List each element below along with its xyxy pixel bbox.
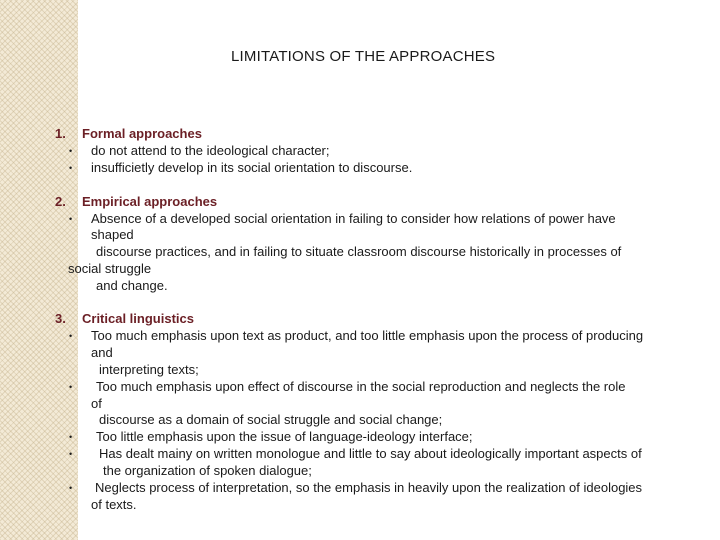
page-title: LIMITATIONS OF THE APPROACHES — [231, 48, 496, 65]
list-item-continuation: of — [91, 396, 102, 411]
list-item: do not attend to the ideological character; — [91, 143, 330, 158]
list-item-continuation: of texts. — [91, 497, 137, 512]
section-heading-formal — [55, 126, 202, 141]
section-title: Empirical approaches — [82, 194, 218, 209]
list-item-continuation: discourse as a domain of social struggle and social change; — [99, 412, 443, 427]
list-item: Absence of a developed social orientation in failing to consider how relations of power have — [91, 211, 616, 226]
bullet-icon: • — [69, 432, 73, 442]
list-item-continuation: shaped — [91, 227, 134, 242]
list-item: Has dealt mainy on written monologue and little to say about ideologically important aspects of — [99, 446, 642, 461]
section-title: Formal approaches — [82, 126, 202, 141]
list-item: Too much emphasis upon effect of discourse in the social reproduction and neglects the role — [96, 379, 626, 394]
section-number: 2. — [55, 194, 66, 209]
section-title: Critical linguistics — [82, 311, 194, 326]
section-number: 3. — [55, 311, 66, 326]
list-item-continuation: social struggle — [68, 261, 152, 276]
bullet-icon: • — [69, 331, 73, 341]
bullet-icon: • — [69, 382, 73, 392]
bullet-icon: • — [69, 214, 73, 224]
list-item-continuation: interpreting texts; — [99, 362, 199, 377]
bullet-icon: • — [69, 146, 73, 156]
list-item-continuation: the organization of spoken dialogue; — [103, 463, 312, 478]
list-item-continuation: discourse practices, and in failing to situate classroom discourse historically in processes of — [96, 244, 622, 259]
section-number: 1. — [55, 126, 66, 141]
section-heading-critical — [55, 311, 194, 326]
decorative-side-strip — [0, 0, 78, 540]
bullet-icon: • — [69, 483, 73, 493]
list-item: insufficietly develop in its social orientation to discourse. — [91, 160, 413, 175]
list-item: Neglects process of interpretation, so the emphasis in heavily upon the realization of ideologies — [95, 480, 643, 495]
bullet-icon: • — [69, 449, 73, 459]
list-item-continuation: and change. — [96, 278, 168, 293]
list-item: Too little emphasis upon the issue of language-ideology interface; — [96, 429, 473, 444]
list-item-continuation: and — [91, 345, 113, 360]
list-item: Too much emphasis upon text as product, and too little emphasis upon the process of producing — [91, 328, 644, 343]
section-heading-empirical — [55, 194, 217, 209]
bullet-icon: • — [69, 163, 73, 173]
